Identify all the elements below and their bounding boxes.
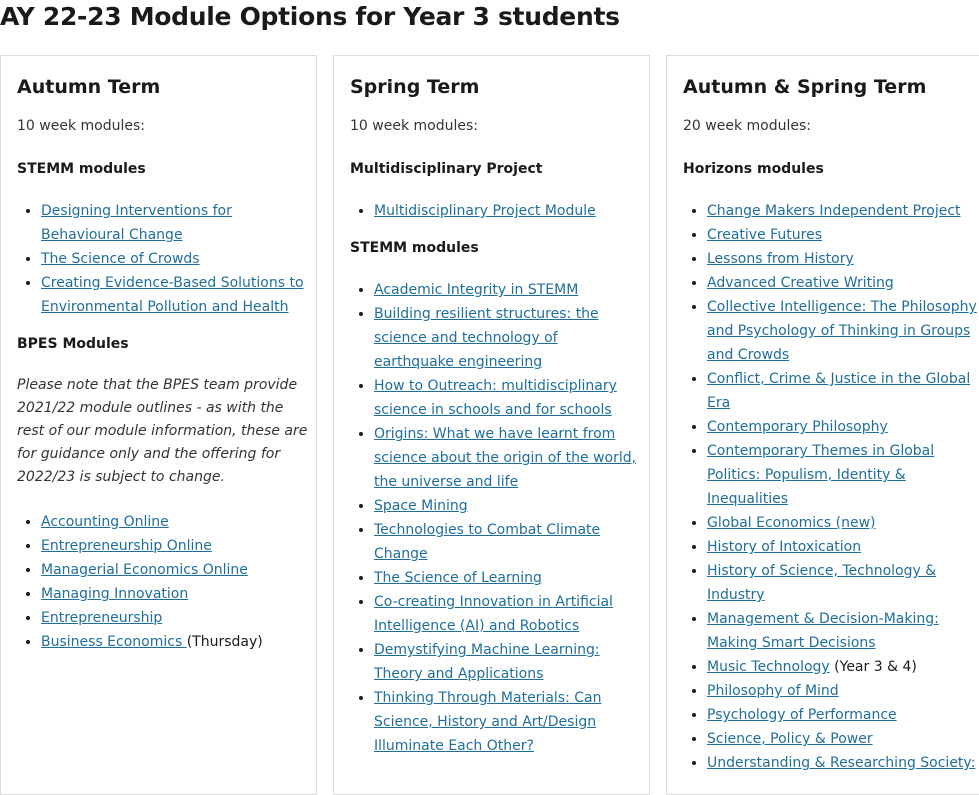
list-item <box>707 223 977 247</box>
list-item <box>41 582 308 606</box>
list-item <box>707 703 977 727</box>
module-link-science-policy-and-power[interactable]: Science, Policy & Power <box>707 731 873 747</box>
section-heading: STEMM modules <box>17 161 146 177</box>
module-link-management-and-decision-making-making-smart-deci[interactable]: Management & Decision-Making: Making Smart Decisions <box>707 611 939 651</box>
column-autumn-spring-term <box>666 55 979 795</box>
column-title: Autumn & Spring Term <box>683 76 927 98</box>
list-item <box>707 199 977 223</box>
list-item <box>374 686 641 758</box>
list-item <box>707 247 977 271</box>
module-link-managerial-economics-online[interactable]: Managerial Economics Online <box>41 562 248 578</box>
module-link-global-economics-new[interactable]: Global Economics (new) <box>707 515 876 531</box>
list-item <box>374 302 641 374</box>
module-link-collective-intelligence-the-philosophy-and-psych[interactable]: Collective Intelligence: The Philosophy and Psychology of Thinking in Groups and Crowds <box>707 299 977 363</box>
list-item <box>707 367 977 415</box>
module-duration-label: 20 week modules: <box>683 118 811 134</box>
list-item <box>707 727 977 751</box>
module-link-conflict-crime-and-justice-in-the-global-era[interactable]: Conflict, Crime & Justice in the Global Era <box>707 371 971 411</box>
module-list <box>350 199 641 223</box>
list-item <box>41 510 308 534</box>
module-list <box>350 278 641 758</box>
module-link-creative-futures[interactable]: Creative Futures <box>707 227 823 243</box>
list-item <box>41 247 308 271</box>
section-heading: BPES Modules <box>17 336 129 352</box>
module-link-entrepreneurship-online[interactable]: Entrepreneurship Online <box>41 538 212 554</box>
module-link-contemporary-philosophy[interactable]: Contemporary Philosophy <box>707 419 888 435</box>
list-item <box>41 630 308 654</box>
module-link-the-science-of-crowds[interactable]: The Science of Crowds <box>41 251 200 267</box>
list-item <box>707 559 977 607</box>
module-link-understanding-and-researching-society[interactable]: Understanding & Researching Society: <box>707 755 976 771</box>
list-item <box>41 271 308 319</box>
list-item <box>374 278 641 302</box>
module-link-thinking-through-materials-can-science-history-a[interactable]: Thinking Through Materials: Can Science, History and Art/Design Illuminate Each Other? <box>374 690 602 754</box>
column-title: Spring Term <box>350 76 480 98</box>
module-duration-label: 10 week modules: <box>17 118 145 134</box>
module-list <box>683 199 977 775</box>
list-item <box>374 590 641 638</box>
column-spring-term <box>333 55 650 795</box>
list-item <box>374 494 641 518</box>
module-link-building-resilient-structures-the-science-and-te[interactable]: Building resilient structures: the science and technology of earthquake engineering <box>374 306 599 370</box>
list-item <box>374 518 641 566</box>
list-item <box>41 558 308 582</box>
list-item <box>374 199 641 223</box>
module-link-managing-innovation[interactable]: Managing Innovation <box>41 586 189 602</box>
list-item <box>707 511 977 535</box>
module-link-history-of-intoxication[interactable]: History of Intoxication <box>707 539 862 555</box>
list-item <box>374 422 641 494</box>
list-item <box>707 751 977 775</box>
column-autumn-term <box>0 55 317 795</box>
section-heading: Horizons modules <box>683 161 824 177</box>
list-item <box>707 535 977 559</box>
module-link-the-science-of-learning[interactable]: The Science of Learning <box>374 570 542 586</box>
section-heading: Multidisciplinary Project <box>350 161 543 177</box>
module-list <box>17 510 308 654</box>
module-link-how-to-outreach-multidisciplinary-science-in-sch[interactable]: How to Outreach: multidisciplinary science in schools and for schools <box>374 378 617 418</box>
module-link-technologies-to-combat-climate-change[interactable]: Technologies to Combat Climate Change <box>374 522 601 562</box>
module-link-origins-what-we-have-learnt-from-science-about-t[interactable]: Origins: What we have learnt from science about the origin of the world, the universe and life <box>374 426 637 490</box>
module-link-entrepreneurship[interactable]: Entrepreneurship <box>41 610 163 626</box>
list-item <box>374 638 641 686</box>
module-link-advanced-creative-writing[interactable]: Advanced Creative Writing <box>707 275 894 291</box>
list-item <box>707 271 977 295</box>
module-link-history-of-science-technology-and-industry[interactable]: History of Science, Technology & Industry <box>707 563 937 603</box>
module-link-multidisciplinary-project-module[interactable]: Multidisciplinary Project Module <box>374 203 596 219</box>
list-item <box>707 679 977 703</box>
section-heading: STEMM modules <box>350 240 479 256</box>
module-link-music-technology[interactable]: Music Technology <box>707 659 830 675</box>
module-link-change-makers-independent-project[interactable]: Change Makers Independent Project <box>707 203 961 219</box>
list-item <box>41 534 308 558</box>
module-note: (Year 3 & 4) <box>829 659 917 675</box>
list-item <box>374 566 641 590</box>
list-item <box>41 606 308 630</box>
list-item <box>707 415 977 439</box>
list-item <box>41 199 308 247</box>
module-link-designing-interventions-for-behavioural-change[interactable]: Designing Interventions for Behavioural Change <box>41 203 232 243</box>
module-link-contemporary-themes-in-global-politics-populism-[interactable]: Contemporary Themes in Global Politics: Populism, Identity & Inequalities <box>707 443 935 507</box>
module-link-co-creating-innovation-in-artificial-intelligenc[interactable]: Co-creating Innovation in Artificial Intelligence (AI) and Robotics <box>374 594 613 634</box>
module-link-accounting-online[interactable]: Accounting Online <box>41 514 169 530</box>
module-note: (Thursday) <box>186 634 263 650</box>
list-item <box>707 439 977 511</box>
module-link-space-mining[interactable]: Space Mining <box>374 498 468 514</box>
list-item <box>707 607 977 655</box>
list-item <box>707 655 977 679</box>
module-link-philosophy-of-mind[interactable]: Philosophy of Mind <box>707 683 839 699</box>
module-link-academic-integrity-in-stemm[interactable]: Academic Integrity in STEMM <box>374 282 579 298</box>
bpes-note: Please note that the BPES team provide 2021/22 module outlines - as with the rest of our module information, these are for guidance only and the offering for 2022/23 is subject to change. <box>17 377 308 485</box>
list-item <box>374 374 641 422</box>
column-title: Autumn Term <box>17 76 161 98</box>
list-item <box>707 295 977 367</box>
module-link-demystifying-machine-learning-theory-and-applica[interactable]: Demystifying Machine Learning: Theory and Applications <box>374 642 600 682</box>
module-link-business-economics[interactable]: Business Economics <box>41 634 187 650</box>
module-list <box>17 199 308 319</box>
page-title: AY 22-23 Module Options for Year 3 students <box>0 2 620 31</box>
module-duration-label: 10 week modules: <box>350 118 478 134</box>
module-link-lessons-from-history[interactable]: Lessons from History <box>707 251 854 267</box>
module-link-creating-evidence-based-solutions-to-environment[interactable]: Creating Evidence-Based Solutions to Environmental Pollution and Health <box>41 275 304 315</box>
module-link-psychology-of-performance[interactable]: Psychology of Performance <box>707 707 897 723</box>
